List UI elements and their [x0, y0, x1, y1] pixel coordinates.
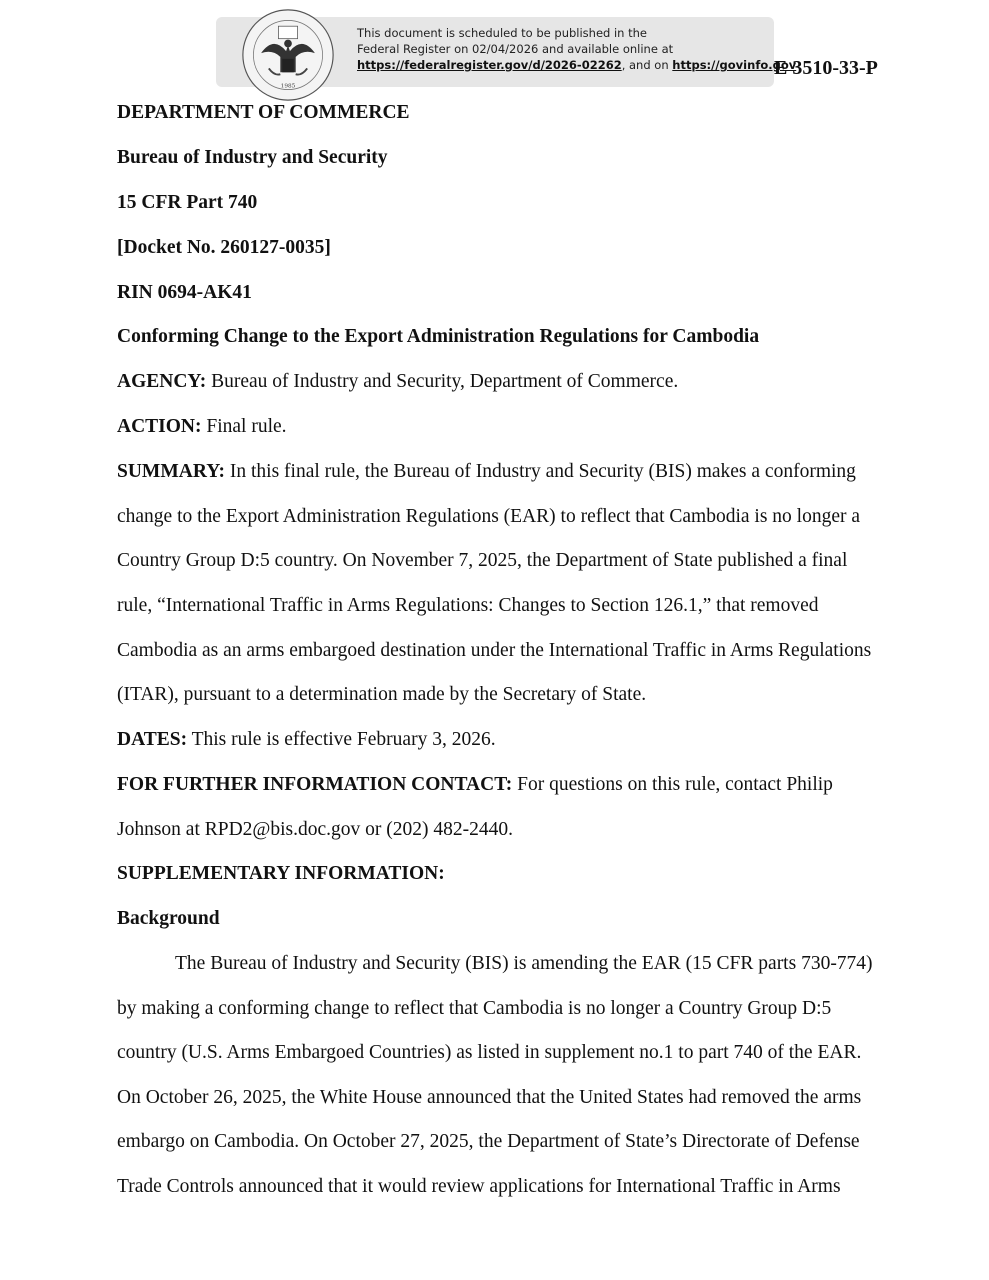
- agency-label: AGENCY:: [117, 371, 207, 392]
- contact-line: Johnson at RPD2@bis.doc.gov or (202) 482-2440.: [117, 819, 514, 840]
- notice-line-1: This document is scheduled to be published in the: [357, 26, 647, 40]
- publication-notice-text: [357, 25, 796, 73]
- contact-label: FOR FURTHER INFORMATION CONTACT:: [117, 774, 513, 795]
- docket-number: [Docket No. 260127-0035]: [117, 237, 331, 258]
- dates-text: This rule is effective February 3, 2026.: [187, 729, 496, 750]
- summary-label: SUMMARY:: [117, 461, 226, 482]
- document-title: Conforming Change to the Export Administration Regulations for Cambodia: [117, 326, 760, 347]
- background-heading: Background: [117, 908, 220, 929]
- agency-text: Bureau of Industry and Security, Department of Commerce.: [206, 371, 679, 392]
- summary-text: In this final rule, the Bureau of Industry and Security (BIS) makes a conforming: [225, 461, 856, 482]
- action-line: [117, 416, 287, 438]
- notice-connector: , and on: [621, 58, 673, 72]
- summary-line: (ITAR), pursuant to a determination made by the Secretary of State.: [117, 684, 647, 705]
- filing-code: E 3510-33-P: [774, 57, 878, 79]
- notice-line-2: Federal Register on 02/04/2026 and available online at: [357, 42, 674, 56]
- svg-text:1985: 1985: [280, 83, 296, 90]
- summary-line: Country Group D:5 country. On November 7, 2025, the Department of State published a final: [117, 550, 848, 571]
- national-archives-seal-icon: [240, 7, 336, 103]
- department-heading: DEPARTMENT OF COMMERCE: [117, 102, 410, 123]
- background-line: country (U.S. Arms Embargoed Countries) as listed in supplement no.1 to part 740 of the EAR.: [117, 1042, 862, 1063]
- action-label: ACTION:: [117, 416, 202, 437]
- background-line: Trade Controls announced that it would review applications for International Traffic in Arms: [117, 1176, 841, 1197]
- federal-register-link[interactable]: https://federalregister.gov/d/2026-02262: [357, 58, 622, 72]
- bureau-heading: Bureau of Industry and Security: [117, 147, 388, 168]
- govinfo-link[interactable]: https://govinfo.gov: [672, 58, 797, 72]
- notice-line-3: [357, 57, 796, 73]
- background-line: by making a conforming change to reflect that Cambodia is no longer a Country Group D:5: [117, 998, 832, 1019]
- cfr-part: 15 CFR Part 740: [117, 192, 258, 213]
- background-line: embargo on Cambodia. On October 27, 2025, the Department of State’s Directorate of Defense: [117, 1131, 860, 1152]
- dates-line: [117, 729, 496, 751]
- background-line: On October 26, 2025, the White House announced that the United States had removed the arms: [117, 1087, 862, 1108]
- supplementary-heading: SUPPLEMENTARY INFORMATION:: [117, 863, 445, 884]
- dates-label: DATES:: [117, 729, 188, 750]
- contact-text: For questions on this rule, contact Philip: [512, 774, 833, 795]
- contact-line: [117, 774, 833, 796]
- agency-line: [117, 371, 678, 393]
- rin-number: RIN 0694-AK41: [117, 282, 252, 303]
- summary-line: [117, 461, 856, 483]
- summary-line: Cambodia as an arms embargoed destination under the International Traffic in Arms Regulations: [117, 640, 872, 661]
- background-line: The Bureau of Industry and Security (BIS) is amending the EAR (15 CFR parts 730-774): [175, 953, 873, 974]
- summary-line: rule, “International Traffic in Arms Regulations: Changes to Section 126.1,” that removed: [117, 595, 819, 616]
- action-text: Final rule.: [201, 416, 287, 437]
- summary-line: change to the Export Administration Regulations (EAR) to reflect that Cambodia is no longer a: [117, 506, 860, 527]
